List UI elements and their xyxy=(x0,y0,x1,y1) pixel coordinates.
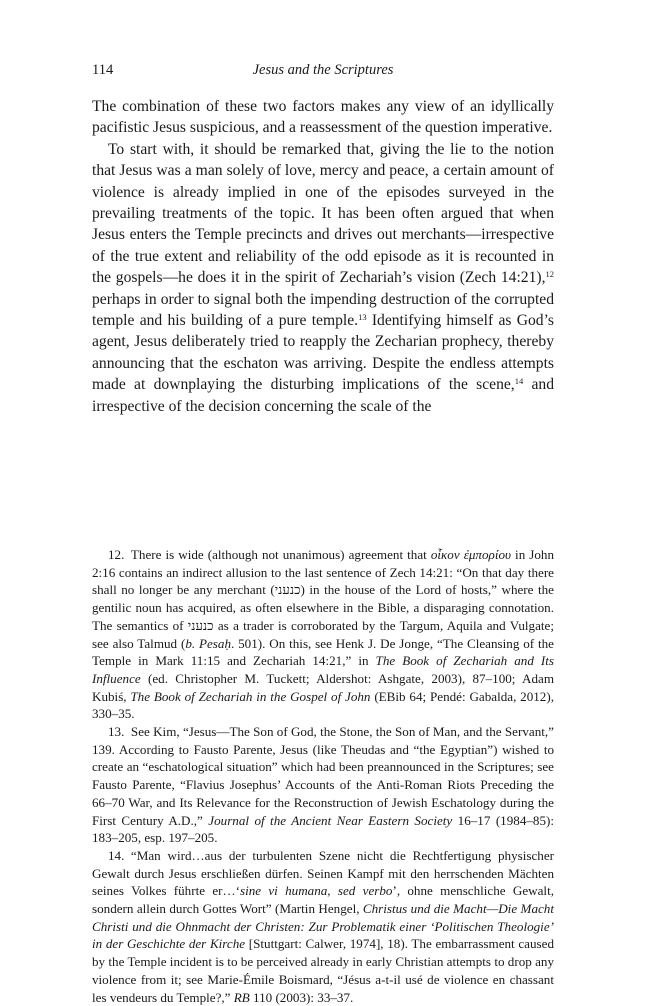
main-text xyxy=(92,96,554,417)
footnote-ref-13[interactable]: 13 xyxy=(358,312,367,323)
footnote-text: 12. There is wide (although not unanimous) agreement that xyxy=(108,547,431,562)
paragraph-text: The combination of these two factors makes any view of an idyllically pacifistic Jesus suspicious, and a reassessment of the question imperative. xyxy=(92,98,554,137)
footnote-14 xyxy=(92,847,554,1006)
paragraph-text: and irrespective of the decision concerning the scale of the xyxy=(92,376,554,415)
footnote-ref-14[interactable]: 14 xyxy=(514,376,524,387)
body-paragraph xyxy=(92,139,554,417)
footnote-text: in John 2:16 contains an indirect allusion to the last sentence of Zech 14:21: “On that day there shall no longer be any merchant ( xyxy=(92,547,555,598)
footnote-text: 14. “Man wird…aus der turbulenten Szene nicht die Rechtfertigung physischer Gewalt durch Jesus erschließen dürfen. Seinen Kampf mit den herrschenden Mächten seines Volkes führte er…‘ xyxy=(92,847,554,899)
italic-citation: Journal of the Ancient Near Eastern Society xyxy=(208,812,453,828)
footnote-text: (ed. Christopher M. Tuckett; Aldershot: Ashgate, 2003), 87–100; Adam Kubiś, xyxy=(92,670,554,704)
running-title: Jesus and the Scriptures xyxy=(252,62,394,78)
footnote-text: as a trader is corroborated by the Targum, Aquila and Vulgate; see also Talmud ( xyxy=(92,617,555,651)
greek-phrase: οἶκον ἐμπορίου xyxy=(430,547,512,562)
paragraph-text: Identifying himself as God’s agent, Jesus deliberately tried to reapply the Zecharian prophecy, thereby announcing that the eschaton was arriving. Despite the endless attempts made at downplaying the disturbing implications of the scene, xyxy=(92,312,554,394)
footnote-ref-12[interactable]: 12 xyxy=(545,269,554,280)
body-paragraph xyxy=(92,96,554,139)
footnote-text: ’, ohne menschliche Gewalt, sondern allein durch Gottes Wort” (Martin Hengel, xyxy=(92,883,554,917)
footnote-text: 16–17 (1984–85): 183–205, esp. 197–205. xyxy=(92,812,555,846)
footnote-text: 110 (2003): 33–37. xyxy=(249,989,354,1005)
hebrew-word: כנעני xyxy=(187,617,214,633)
italic-citation: RB xyxy=(233,989,250,1005)
footnote-text: [Stuttgart: Calwer, 1974], 18). The embarrassment caused by the Temple incident is to be perceived already in early Christian attempts to drop any violence from it; see Marie-Émile Boismard, “Jésus a-t-il usé de violence en chassant les vendeurs du Temple?,” xyxy=(92,936,554,1005)
footnote-text: ) in the house of the Lord of hosts,” where the gentilic noun has acquired, as often elsewhere in the Bible, a disparaging connotation. The semantics of xyxy=(92,582,554,633)
italic-citation: b. Pesaḥ xyxy=(185,635,231,651)
italic-quote: sine vi humana, sed verbo xyxy=(239,883,393,899)
running-header xyxy=(92,62,554,84)
footnote-13 xyxy=(92,723,554,847)
paragraph-text: To start with, it should be remarked that, giving the lie to the notion that Jesus was a man solely of love, mercy and peace, a certain amount of violence is already implied in one of the episodes surveyed in the prevailing treatments of the topic. It has been often argued that when Jesus enters the Temple precincts and drives out merchants—irrespective of the true extent and reliability of the odd episode as it is recounted in the gospels—he does it in the spirit of Zechariah’s vision (Zech 14:21), xyxy=(92,140,554,287)
italic-citation: The Book of Zechariah in the Gospel of John xyxy=(130,688,371,704)
footnote-text: 13. See Kim, “Jesus—The Son of God, the Stone, the Son of Man, and the Servant,” 139. According to Fausto Parente, Jesus (like Theudas and “the Egyptian”) wished to create an “eschatological situation” which had been preannounced in the Scriptures; see Fausto Parente, “Flavius Josephus’ Accounts of the Anti-Roman Riots Preceding the 66–70 War, and Its Relevance for the Reconstruction of Jewish Eschatology during the First Century A.D.,” xyxy=(92,724,554,828)
paragraph-text: perhaps in order to signal both the impending destruction of the corrupted temple and his building of a pure temple. xyxy=(92,290,554,330)
footnote-text: . 501). On this, see Henk J. De Jonge, “The Cleansing of the Temple in Mark 11:15 and Zechariah 14:21,” in xyxy=(92,635,554,669)
page-number: 114 xyxy=(92,62,114,78)
footnote-text: (EBib 64; Pendé: Gabalda, 2012), 330–35. xyxy=(92,688,554,722)
italic-citation: The Book of Zechariah and Its Influence xyxy=(92,653,554,686)
footnotes xyxy=(92,546,554,1006)
footnote-12 xyxy=(92,546,554,723)
hebrew-word: כנעני xyxy=(274,582,301,598)
italic-citation: Christus und die Macht—Die Macht Christi und die Ohnmacht der Christen: Zur Problematik einer ‘Politischen Theologie’ in der Geschichte der Kirche xyxy=(92,901,554,952)
